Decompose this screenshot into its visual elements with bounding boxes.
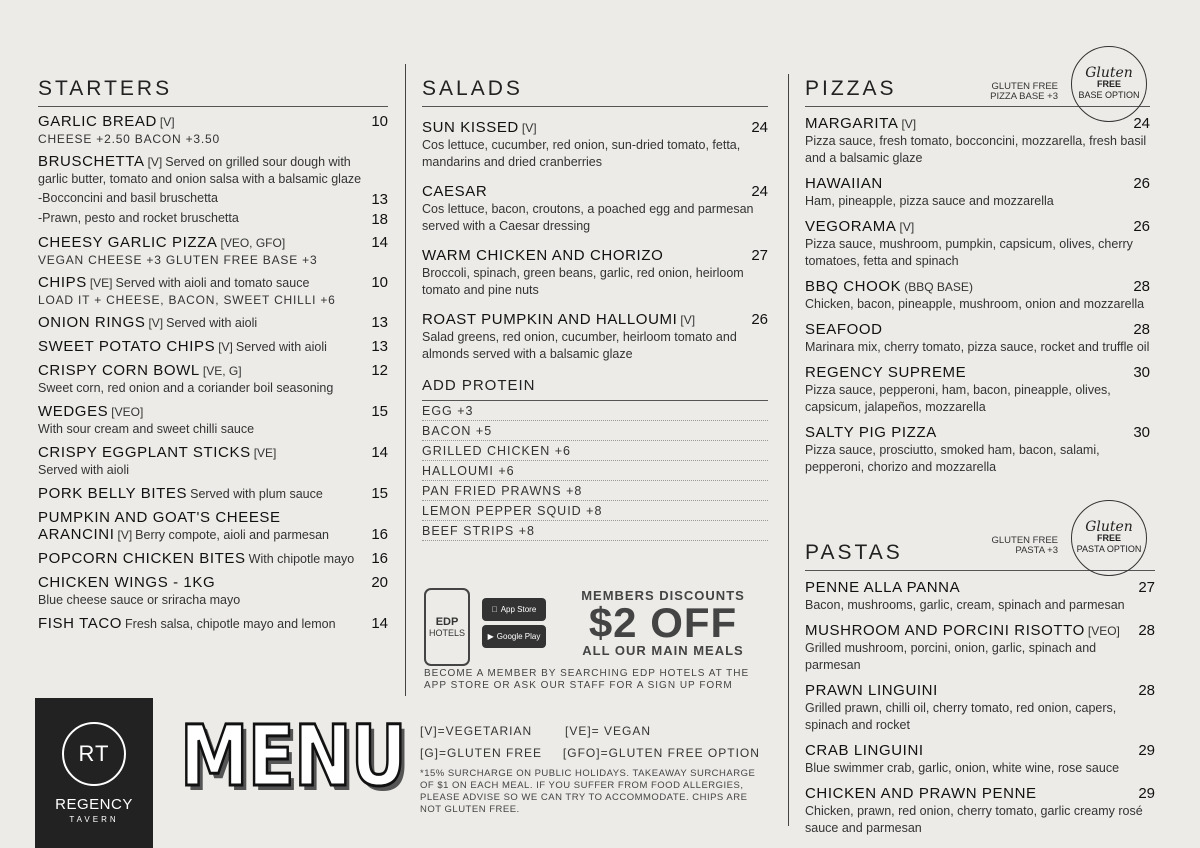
item-name: ONION RINGS [38,314,146,331]
item-description: Chicken, bacon, pineapple, mushroom, onion and mozzarella [805,297,1145,311]
item-name: GARLIC BREAD [38,113,157,130]
section-title: PIZZAS [805,74,1150,107]
salads-list [422,119,768,363]
item-title [38,615,336,633]
item-name: BBQ CHOOK [805,278,902,295]
item-row [805,682,1155,700]
item-description: Broccoli, spinach, green beans, garlic, red onion, heirloom tomato and pine nuts [422,266,744,297]
surcharge-note: *15% SURCHARGE ON PUBLIC HOLIDAYS. TAKEAWAY SURCHARGE OF $1 ON EACH MEAL. IF YOU SUFFER FROM FOOD ALLERGIES, PLEASE ADVISE SO WE CAN TRY TO ACCOMMODATE. CHIPS ARE NOT GLUTEN FREE. [420,768,756,815]
item-description: Marinara mix, cherry tomato, pizza sauce, rocket and truffle oil [805,340,1150,354]
pizzas-list [805,115,1150,476]
menu-item [38,550,388,568]
promo-line1: MEMBERS DISCOUNTS [581,588,745,603]
item-name: PORK BELLY BITES [38,485,188,502]
pastas-section [805,518,1155,837]
item-title [805,785,1037,803]
item-description: Pizza sauce, prosciutto, smoked ham, bacon, salami, pepperoni, chorizo and mozzarella [805,443,1100,474]
phone-icon [424,588,470,666]
section-title: STARTERS [38,74,388,107]
item-title [805,278,973,296]
item-row [805,424,1150,442]
item-title [805,682,938,700]
item-price: 30 [1133,364,1150,381]
menu-item [38,574,388,609]
item-variant [38,211,388,228]
menu-item [805,785,1155,837]
menu-item [38,153,388,228]
item-row [805,579,1155,597]
item-price: 29 [1138,785,1155,802]
item-title [38,485,323,503]
item-row [805,175,1150,193]
item-row [38,509,388,526]
item-tag: [V] [521,121,537,135]
item-extras: VEGAN CHEESE +3 GLUTEN FREE BASE +3 [38,253,318,267]
item-tag: [V] [148,316,164,330]
phone-sub: HOTELS [428,628,465,638]
item-price: 20 [371,574,388,591]
item-price: 28 [1133,278,1150,295]
item-row [38,403,388,421]
item-title [805,175,883,193]
protein-option: BACON +5 [422,421,768,441]
item-inline-description: Served with aioli and tomato sauce [115,276,310,290]
add-protein-title: ADD PROTEIN [422,377,768,401]
item-description: Blue swimmer crab, garlic, onion, white wine, rose sauce [805,761,1120,775]
variant-price: 13 [371,191,388,208]
item-tag: [VEO] [111,405,144,419]
item-tag: [VEO] [1087,624,1120,638]
item-name: POPCORN CHICKEN BITES [38,550,246,567]
legend-gluten-free-option: [GFO]=GLUTEN FREE OPTION [562,746,760,760]
menu-item [805,321,1150,356]
item-price: 24 [1133,115,1150,132]
regency-tavern-logo [35,698,153,848]
item-description: Grilled mushroom, porcini, onion, garlic, spinach and parmesan [805,641,1097,672]
item-tag: [V] [901,117,917,131]
item-price: 14 [371,615,388,632]
item-description: Ham, pineapple, pizza sauce and mozzarella [805,194,1054,208]
item-row [805,218,1150,236]
menu-item [38,362,388,397]
item-description: Cos lettuce, cucumber, red onion, sun-dried tomato, fetta, mandarins and dried cranberries [422,138,741,169]
item-title [38,153,351,171]
item-price: 28 [1133,321,1150,338]
item-name: CHICKEN WINGS - 1KG [38,574,216,591]
item-title [422,119,537,137]
play-icon: ▶ [487,632,494,641]
menu-item [38,274,388,308]
item-inline-description: Served on grilled sour dough with [165,155,351,169]
item-description: Blue cheese sauce or sriracha mayo [38,593,241,607]
item-tag: [V] [218,340,233,354]
item-name: CRISPY CORN BOWL [38,362,200,379]
item-description: Served with aioli [38,463,130,477]
item-name: ROAST PUMPKIN AND HALLOUMI [422,311,678,328]
badge-script: Gluten [1085,64,1133,81]
item-name: FISH TACO [38,615,123,632]
item-row [805,622,1155,640]
menu-item [38,113,388,147]
item-name: SALTY PIG PIZZA [805,424,937,441]
item-row [805,785,1155,803]
item-name: REGENCY SUPREME [805,364,967,381]
item-row [805,364,1150,382]
promo-big: $2 OFF [588,599,738,646]
menu-item [805,579,1155,614]
item-tag: [V] [680,313,696,327]
menu-item [38,338,388,356]
protein-list [422,401,768,541]
section-title: SALADS [422,74,768,107]
item-description: Chicken, prawn, red onion, cherry tomato, garlic creamy rosé sauce and parmesan [805,804,1143,835]
menu-item [805,175,1150,210]
column-divider [405,64,406,696]
item-name: CAESAR [422,183,488,200]
item-price: 15 [371,403,388,420]
item-title [805,218,914,236]
item-title [805,115,916,133]
item-tag: [V] [899,220,915,234]
promo-line3: ALL OUR MAIN MEALS [582,643,744,658]
item-tag: [VE] [253,446,277,460]
item-description: Cos lettuce, bacon, croutons, a poached egg and parmesan served with a Caesar dressing [422,202,754,233]
google-play-badge[interactable] [482,625,546,648]
section-title: PASTAS [805,538,1155,571]
app-store-label: App Store [497,605,534,614]
menu-item [38,314,388,332]
item-price: 26 [1133,218,1150,235]
item-description: Grilled prawn, chilli oil, cherry tomato, red onion, capers, spinach and rocket [805,701,1117,732]
item-inline-description: With chipotle mayo [248,552,355,566]
item-row [422,247,768,265]
item-description: Pizza sauce, pepperoni, ham, bacon, pineapple, olives, capsicum, jalapeños, mozzarella [805,383,1111,414]
item-name: CRAB LINGUINI [805,742,924,759]
item-name: SUN KISSED [422,119,519,136]
variant-name: -Bocconcini and basil bruschetta [38,191,218,205]
item-row [805,115,1150,133]
item-name: PRAWN LINGUINI [805,682,938,699]
item-title [38,550,354,568]
item-row [422,183,768,201]
item-inline-description: Berry compote, aioli and parmesan [135,528,330,542]
item-tag: (BBQ BASE) [904,280,973,294]
protein-option: PAN FRIED PRAWNS +8 [422,481,768,501]
item-name: CRISPY EGGPLANT STICKS [38,444,251,461]
item-description: Pizza sauce, fresh tomato, bocconcini, mozzarella, fresh basil and a balsamic glaze [805,134,1147,165]
item-price: 14 [371,444,388,461]
item-name: BRUSCHETTA [38,153,145,170]
logo-name: REGENCY [55,796,133,813]
item-extras: LOAD IT + CHEESE, BACON, SWEET CHILLI +6 [38,293,336,307]
item-name: CHIPS [38,274,87,291]
item-extras: CHEESE +2.50 BACON +3.50 [38,132,220,146]
item-title [38,234,285,252]
item-tag: [VE] [89,276,113,290]
item-inline-description: Served with plum sauce [190,487,323,501]
item-title [38,444,276,462]
salads-section [422,64,768,541]
item-price: 24 [751,183,768,200]
badge-mid: FREE [1096,78,1121,89]
item-title [38,362,242,380]
protein-option: BEEF STRIPS +8 [422,521,768,541]
item-price: 16 [371,526,388,543]
item-row [38,615,388,633]
item-price: 12 [371,362,388,379]
item-row [805,278,1150,296]
menu-item [422,183,768,235]
legend-vegetarian: [V]=VEGETARIAN [420,724,533,738]
item-row [38,338,388,356]
item-tag: [V] [147,155,163,169]
menu-heading: MENU [180,707,406,805]
item-price: 28 [1138,622,1155,639]
item-price: 15 [371,485,388,502]
item-row [38,314,388,332]
item-tag: [VE, G] [202,364,242,378]
item-name: WEDGES [38,403,109,420]
menu-item [805,115,1150,167]
badge-bottom: BASE OPTION [1078,89,1140,100]
starters-section [38,64,388,633]
protein-option: HALLOUMI +6 [422,461,768,481]
variant-price: 18 [371,211,388,228]
badge-mid: FREE [1096,532,1121,543]
menu-item [38,485,388,503]
item-price: 26 [1133,175,1150,192]
protein-option: LEMON PEPPER SQUID +8 [422,501,768,521]
item-row [38,485,388,503]
item-name: WARM CHICKEN AND CHORIZO [422,247,664,264]
item-price: 30 [1133,424,1150,441]
item-row [38,550,388,568]
item-title [805,742,924,760]
item-price: 26 [751,311,768,328]
item-description: Salad greens, red onion, cucumber, heirloom tomato and almonds served with a balsamic glaze [422,330,737,361]
item-price: 13 [371,338,388,355]
menu-item [805,364,1150,416]
item-name: MUSHROOM AND PORCINI RISOTTO [805,622,1085,639]
item-tag: [VEO, GFO] [220,236,286,250]
pizzas-section [805,64,1150,476]
item-title [805,424,937,442]
menu-item [805,218,1150,270]
gluten-free-note: GLUTEN FREE PIZZA BASE +3 [990,81,1058,102]
item-row [422,119,768,137]
item-name: CHICKEN AND PRAWN PENNE [805,785,1037,802]
item-inline-description: Served with aioli [235,340,327,354]
menu-item [422,247,768,299]
item-name: ARANCINI [38,526,115,543]
column-divider [788,74,789,826]
menu-item [38,403,388,438]
item-name: HAWAIIAN [805,175,883,192]
menu-item [38,615,388,633]
item-name: MARGARITA [805,115,899,132]
item-description: Pizza sauce, mushroom, pumpkin, capsicum, olives, cherry tomatoes, fetta and spinach [805,237,1133,268]
item-row [38,113,388,131]
item-price: 29 [1138,742,1155,759]
item-title [38,314,257,332]
item-row [38,234,388,252]
item-row [38,574,388,592]
starters-list [38,113,388,633]
item-title [38,403,143,421]
menu-item [805,424,1150,476]
apple-icon [492,605,498,614]
item-title [38,338,327,356]
item-title [422,183,487,201]
item-row [38,153,388,171]
item-description: garlic butter, tomato and onion salsa with a balsamic glaze [38,172,362,186]
badge-script: Gluten [1085,518,1133,535]
menu-item [38,444,388,479]
gluten-free-note: GLUTEN FREE PASTA +3 [991,535,1058,556]
item-name: PENNE ALLA PANNA [805,579,961,596]
item-inline-description: Fresh salsa, chipotle mayo and lemon [125,617,336,631]
legend-gluten-free: [G]=GLUTEN FREE [420,746,543,760]
item-title [38,274,309,292]
item-price: 10 [371,113,388,130]
app-store-badge[interactable] [482,598,546,621]
item-description: Sweet corn, red onion and a coriander boil seasoning [38,381,334,395]
menu-item [422,119,768,171]
gluten-free-badge [1071,500,1147,576]
badge-bottom: PASTA OPTION [1076,543,1142,554]
menu-item [422,311,768,363]
item-row [805,321,1150,339]
item-tag: [V] [117,528,133,542]
item-row [422,311,768,329]
item-title [38,574,215,592]
item-name: VEGORAMA [805,218,897,235]
item-description: Bacon, mushrooms, garlic, cream, spinach and parmesan [805,598,1125,612]
item-price: 24 [751,119,768,136]
item-price: 28 [1138,682,1155,699]
google-play-label: Google Play [496,632,541,641]
item-name: CHEESY GARLIC PIZZA [38,234,218,251]
item-title [422,247,663,265]
item-row [38,274,388,292]
menu-item [805,682,1155,734]
protein-option: GRILLED CHICKEN +6 [422,441,768,461]
item-price: 27 [1138,579,1155,596]
item-inline-description: Served with aioli [166,316,258,330]
pastas-list [805,579,1155,837]
item-title [805,622,1120,640]
members-promo [422,588,762,692]
logo-initials: RT [62,722,126,786]
item-price: 10 [371,274,388,291]
item-title [805,321,883,339]
menu-item [38,234,388,268]
menu-item [805,742,1155,777]
item-row [38,362,388,380]
item-price: 14 [371,234,388,251]
item-name: PUMPKIN AND GOAT'S CHEESE [38,509,281,526]
item-name: SWEET POTATO CHIPS [38,338,216,355]
menu-item [805,278,1150,313]
item-price: 16 [371,550,388,567]
item-price: 13 [371,314,388,331]
variant-name: -Prawn, pesto and rocket bruschetta [38,211,239,225]
item-title [805,579,960,597]
item-name: SEAFOOD [805,321,883,338]
phone-brand: EDP [435,616,459,628]
item-title [38,113,175,131]
promo-text [572,588,754,658]
item-row [805,742,1155,760]
item-title [38,526,329,544]
item-row [38,444,388,462]
menu-item [805,622,1155,674]
item-price: 27 [751,247,768,264]
gluten-free-badge [1071,46,1147,122]
item-title [422,311,695,329]
promo-footnote: BECOME A MEMBER BY SEARCHING EDP HOTELS AT THE APP STORE OR ASK OUR STAFF FOR A SIGN UP FORM [424,668,750,691]
legend-vegan: [VE]= VEGAN [565,724,652,738]
item-description: With sour cream and sweet chilli sauce [38,422,255,436]
menu-item [38,509,388,544]
protein-option: EGG +3 [422,401,768,421]
item-row [38,526,388,544]
item-tag: [V] [159,115,175,129]
logo-sub: TAVERN [69,815,119,824]
dietary-legend [420,724,760,816]
item-variant [38,191,388,208]
item-title [805,364,966,382]
